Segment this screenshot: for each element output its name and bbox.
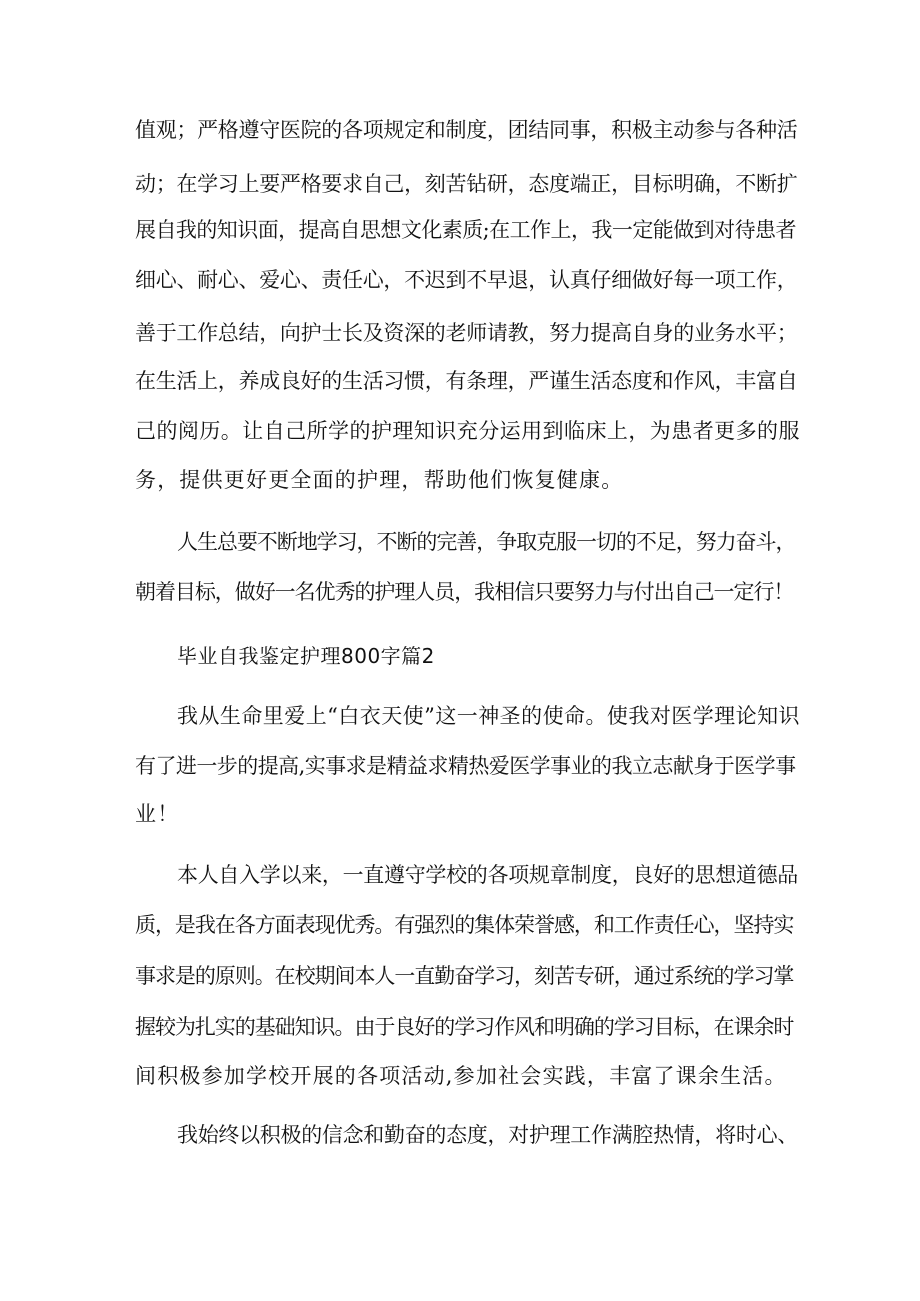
text-line: 间积极参加学校开展的各项活动,参加社会实践，丰富了课余生活。 <box>135 1064 787 1088</box>
text-line: 值观；严格遵守医院的各项规定和制度，团结同事，积极主动参与各种活 <box>135 118 798 142</box>
text-line: 握较为扎实的基础知识。由于良好的学习作风和明确的学习目标，在课余时 <box>135 1015 794 1039</box>
text-line: 朝着目标，做好一名优秀的护理人员，我相信只要努力与付出自己一定行！ <box>135 580 794 604</box>
text-line: 人生总要不断地学习，不断的完善，争取克服一切的不足，努力奋斗， <box>177 530 796 554</box>
text-line: 细心、耐心、爱心、责任心，不迟到不早退，认真仔细做好每一项工作， <box>135 268 798 292</box>
text-line: 在生活上，养成良好的生活习惯，有条理，严谨生活态度和作风，丰富自 <box>135 369 798 393</box>
text-line: 动；在学习上要严格要求自己，刻苦钻研，态度端正，目标明确，不断扩 <box>135 172 798 196</box>
section-heading: 毕业自我鉴定护理800字篇2 <box>177 644 435 668</box>
text-line: 有了进一步的提高,实事求是精益求精热爱医学事业的我立志献身于医学事 <box>135 754 796 778</box>
text-line: 务，提供更好更全面的护理，帮助他们恢复健康。 <box>135 468 624 492</box>
text-line: 己的阅历。让自己所学的护理知识充分运用到临床上，为患者更多的服 <box>135 419 800 443</box>
text-line: 展自我的知识面，提高自思想文化素质;在工作上，我一定能做到对待患者 <box>135 218 796 242</box>
text-line: 我始终以积极的信念和勤奋的态度，对护理工作满腔热情，将时心、 <box>177 1123 798 1147</box>
text-line: 事求是的原则。在校期间本人一直勤奋学习，刻苦专研，通过系统的学习掌 <box>135 964 794 988</box>
text-line: 善于工作总结，向护士长及资深的老师请教，努力提高自身的业务水平； <box>135 321 798 345</box>
text-line: 我从生命里爱上“白衣天使”这一神圣的使命。使我对医学理论知识 <box>177 704 800 728</box>
text-line: 本人自入学以来，一直遵守学校的各项规章制度，良好的思想道德品 <box>177 863 798 887</box>
text-line: 业！ <box>135 802 180 826</box>
text-line: 质，是我在各方面表现优秀。有强烈的集体荣誉感，和工作责任心，坚持实 <box>135 913 794 937</box>
